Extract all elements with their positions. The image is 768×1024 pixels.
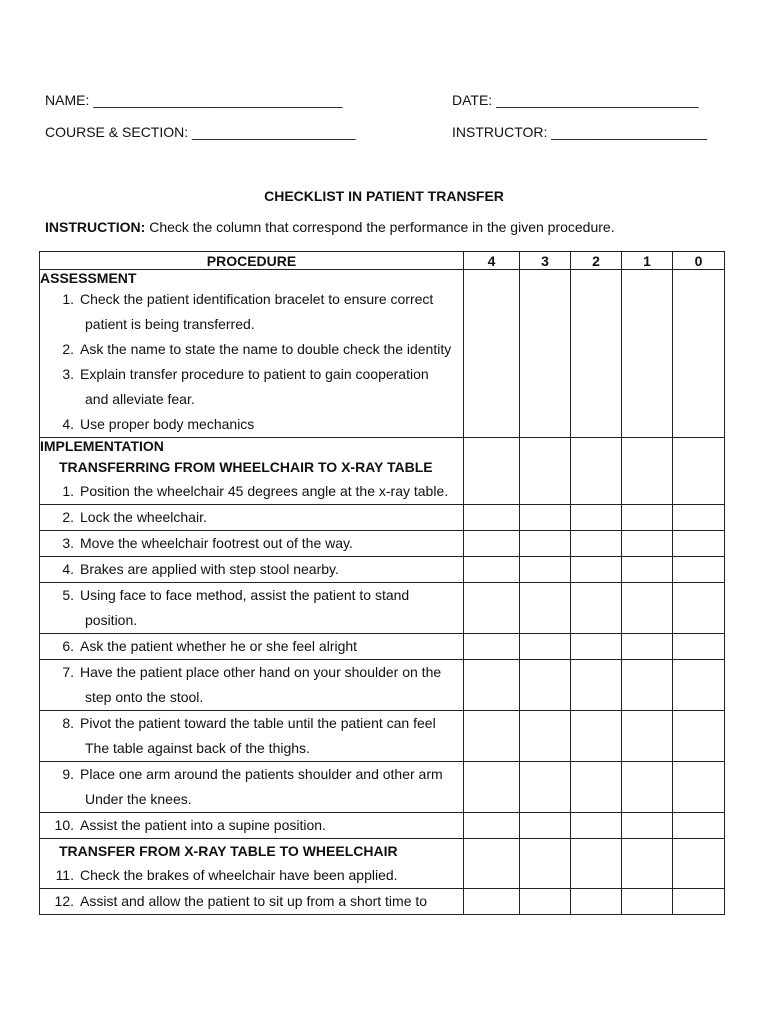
rating-check-cell[interactable] <box>673 505 725 531</box>
rating-check-cell[interactable] <box>622 557 673 583</box>
step-text: Use proper body mechanics <box>80 416 255 432</box>
procedure-step <box>40 863 463 888</box>
rating-check-cell[interactable] <box>464 634 520 660</box>
table-row <box>40 505 725 531</box>
rating-check-cell[interactable] <box>622 813 673 839</box>
step-text: Assist and allow the patient to sit up from a short time to <box>80 893 428 909</box>
rating-check-cell[interactable] <box>571 634 622 660</box>
step-text: Lock the wheelchair. <box>80 509 207 525</box>
rating-check-cell[interactable] <box>673 531 725 557</box>
rating-check-cell[interactable] <box>571 557 622 583</box>
rating-check-cell[interactable] <box>520 531 571 557</box>
step-text: Pivot the patient toward the table until the patient can feel <box>80 715 436 731</box>
procedure-step <box>40 412 463 437</box>
table-row <box>40 438 725 505</box>
step-text: Ask the name to state the name to double check the identity <box>80 341 452 357</box>
rating-check-cell[interactable] <box>673 583 725 634</box>
procedure-cell <box>40 557 464 583</box>
procedure-cell <box>40 813 464 839</box>
step-number: 6. <box>62 638 74 654</box>
rating-check-cell[interactable] <box>520 839 571 889</box>
step-number: 11. <box>55 867 74 883</box>
step-number: 4. <box>62 561 74 577</box>
step-number: 3. <box>62 366 74 382</box>
step-text: Place one arm around the patients shoulder and other arm <box>80 766 443 782</box>
step-text: Brakes are applied with step stool nearby. <box>80 561 339 577</box>
procedure-step <box>40 337 463 362</box>
assessment-section-row <box>40 270 725 438</box>
rating-check-cell[interactable] <box>520 557 571 583</box>
step-text-continued: step onto the stool. <box>85 689 204 705</box>
rating-check-cell[interactable] <box>673 711 725 762</box>
step-text: Check the brakes of wheelchair have been applied. <box>80 867 398 883</box>
rating-check-cell[interactable] <box>520 634 571 660</box>
procedure-cell <box>40 270 464 438</box>
procedure-step <box>40 813 463 838</box>
instruction-line <box>45 219 615 235</box>
rating-check-cell[interactable] <box>673 813 725 839</box>
score-0-column-header: 0 <box>673 252 725 270</box>
step-text: Move the wheelchair footrest out of the way. <box>80 535 353 551</box>
rating-check-cell[interactable] <box>673 889 725 915</box>
step-text-continued: position. <box>85 612 138 628</box>
rating-check-cell[interactable] <box>622 660 673 711</box>
step-text: Assist the patient into a supine position. <box>80 817 326 833</box>
rating-check-cell[interactable] <box>464 438 520 505</box>
step-text: Position the wheelchair 45 degrees angle at the x-ray table. <box>80 483 449 499</box>
rating-check-cell[interactable] <box>571 660 622 711</box>
rating-check-cell[interactable] <box>622 711 673 762</box>
procedure-step <box>40 505 463 530</box>
subsection-title-table-to-wheelchair: TRANSFER FROM X-RAY TABLE TO WHEELCHAIR <box>59 843 398 859</box>
rating-check-cell[interactable] <box>520 438 571 505</box>
step-text: Ask the patient whether he or she feel alright <box>80 638 358 654</box>
step-number: 9. <box>62 766 74 782</box>
score-4-column-header: 4 <box>464 252 520 270</box>
rating-check-cell[interactable] <box>673 660 725 711</box>
rating-check-cell[interactable] <box>464 711 520 762</box>
rating-check-cell[interactable] <box>520 660 571 711</box>
table-row <box>40 889 725 915</box>
step-text: Using face to face method, assist the patient to stand <box>80 587 410 603</box>
procedure-step <box>40 479 463 504</box>
procedure-step <box>40 531 463 556</box>
procedure-step <box>40 711 463 736</box>
step-number: 4. <box>62 416 74 432</box>
procedure-cell <box>40 762 464 813</box>
table-header-row <box>40 252 725 270</box>
rating-check-cell[interactable] <box>622 583 673 634</box>
course-section-field-label: COURSE & SECTION: _____________________ <box>45 124 356 140</box>
rating-check-cell[interactable] <box>464 505 520 531</box>
rating-check-cell[interactable] <box>571 505 622 531</box>
rating-check-cell[interactable] <box>622 839 673 889</box>
procedure-cell <box>40 438 464 505</box>
procedure-step <box>40 583 463 608</box>
rating-check-cell[interactable] <box>464 660 520 711</box>
rating-check-cell[interactable] <box>622 438 673 505</box>
instruction-label: INSTRUCTION: <box>45 219 146 235</box>
rating-check-cell[interactable] <box>571 762 622 813</box>
rating-check-cell[interactable] <box>571 889 622 915</box>
procedure-step <box>40 287 463 312</box>
table-row <box>40 762 725 813</box>
step-text: Check the patient identification bracelet to ensure correct <box>80 291 434 307</box>
rating-check-cell[interactable] <box>464 839 520 889</box>
rating-check-cell[interactable] <box>464 583 520 634</box>
rating-check-cell[interactable] <box>571 531 622 557</box>
step-number: 5. <box>62 587 74 603</box>
rating-check-cell[interactable] <box>520 270 571 438</box>
procedure-cell <box>40 839 464 889</box>
date-field-label: DATE: __________________________ <box>452 92 699 108</box>
procedure-cell <box>40 531 464 557</box>
rating-check-cell[interactable] <box>571 583 622 634</box>
step-number: 1. <box>62 483 74 499</box>
step-text: Explain transfer procedure to patient to gain cooperation <box>80 366 429 382</box>
rating-check-cell[interactable] <box>464 889 520 915</box>
procedure-step <box>40 762 463 787</box>
rating-check-cell[interactable] <box>673 270 725 438</box>
table-row <box>40 711 725 762</box>
score-1-column-header: 1 <box>622 252 673 270</box>
rating-check-cell[interactable] <box>464 270 520 438</box>
rating-check-cell[interactable] <box>622 531 673 557</box>
table-row <box>40 634 725 660</box>
document-title: CHECKLIST IN PATIENT TRANSFER <box>264 188 504 204</box>
checklist-table <box>39 251 725 915</box>
procedure-step <box>40 889 463 914</box>
rating-check-cell[interactable] <box>464 531 520 557</box>
procedure-step <box>40 362 463 387</box>
rating-check-cell[interactable] <box>520 583 571 634</box>
rating-check-cell[interactable] <box>622 762 673 813</box>
procedure-column-header: PROCEDURE <box>40 252 464 270</box>
rating-check-cell[interactable] <box>464 762 520 813</box>
rating-check-cell[interactable] <box>520 711 571 762</box>
rating-check-cell[interactable] <box>464 813 520 839</box>
section-title-assessment: ASSESSMENT <box>40 270 137 286</box>
rating-check-cell[interactable] <box>571 813 622 839</box>
procedure-cell <box>40 583 464 634</box>
rating-check-cell[interactable] <box>520 505 571 531</box>
subsection-title-wheelchair-to-table: TRANSFERRING FROM WHEELCHAIR TO X-RAY TABLE <box>59 459 433 475</box>
rating-check-cell[interactable] <box>464 557 520 583</box>
procedure-step <box>40 634 463 659</box>
rating-check-cell[interactable] <box>673 438 725 505</box>
rating-check-cell[interactable] <box>571 438 622 505</box>
rating-check-cell[interactable] <box>673 634 725 660</box>
section-title-implementation: IMPLEMENTATION <box>40 438 164 454</box>
step-text-continued: patient is being transferred. <box>85 316 255 332</box>
rating-check-cell[interactable] <box>622 505 673 531</box>
rating-check-cell[interactable] <box>673 839 725 889</box>
table-row <box>40 583 725 634</box>
rating-check-cell[interactable] <box>520 813 571 839</box>
rating-check-cell[interactable] <box>622 889 673 915</box>
step-number: 8. <box>62 715 74 731</box>
procedure-cell <box>40 660 464 711</box>
table-row <box>40 531 725 557</box>
step-number: 7. <box>62 664 74 680</box>
table-row <box>40 813 725 839</box>
step-text-continued: and alleviate fear. <box>85 391 195 407</box>
step-number: 1. <box>62 291 74 307</box>
rating-check-cell[interactable] <box>520 762 571 813</box>
rating-check-cell[interactable] <box>571 270 622 438</box>
score-2-column-header: 2 <box>571 252 622 270</box>
rating-check-cell[interactable] <box>673 762 725 813</box>
step-number: 3. <box>62 535 74 551</box>
rating-check-cell[interactable] <box>622 634 673 660</box>
step-text-continued: The table against back of the thighs. <box>85 740 310 756</box>
step-text: Have the patient place other hand on your shoulder on the <box>80 664 442 680</box>
step-number: 2. <box>62 341 74 357</box>
procedure-step <box>40 557 463 582</box>
procedure-cell <box>40 889 464 915</box>
table-row <box>40 557 725 583</box>
score-3-column-header: 3 <box>520 252 571 270</box>
rating-check-cell[interactable] <box>673 557 725 583</box>
step-number: 2. <box>62 509 74 525</box>
instruction-text: Check the column that correspond the performance in the given procedure. <box>145 219 615 235</box>
rating-check-cell[interactable] <box>520 889 571 915</box>
procedure-cell <box>40 634 464 660</box>
name-field-label: NAME: ________________________________ <box>45 92 343 108</box>
step-number: 10. <box>54 817 74 833</box>
step-text-continued: Under the knees. <box>85 791 192 807</box>
table-row <box>40 660 725 711</box>
procedure-cell <box>40 505 464 531</box>
instructor-field-label: INSTRUCTOR: ____________________ <box>452 124 708 140</box>
rating-check-cell[interactable] <box>571 839 622 889</box>
rating-check-cell[interactable] <box>622 270 673 438</box>
step-number: 12. <box>54 893 74 909</box>
procedure-cell <box>40 711 464 762</box>
rating-check-cell[interactable] <box>571 711 622 762</box>
procedure-step <box>40 660 463 685</box>
table-row <box>40 839 725 889</box>
